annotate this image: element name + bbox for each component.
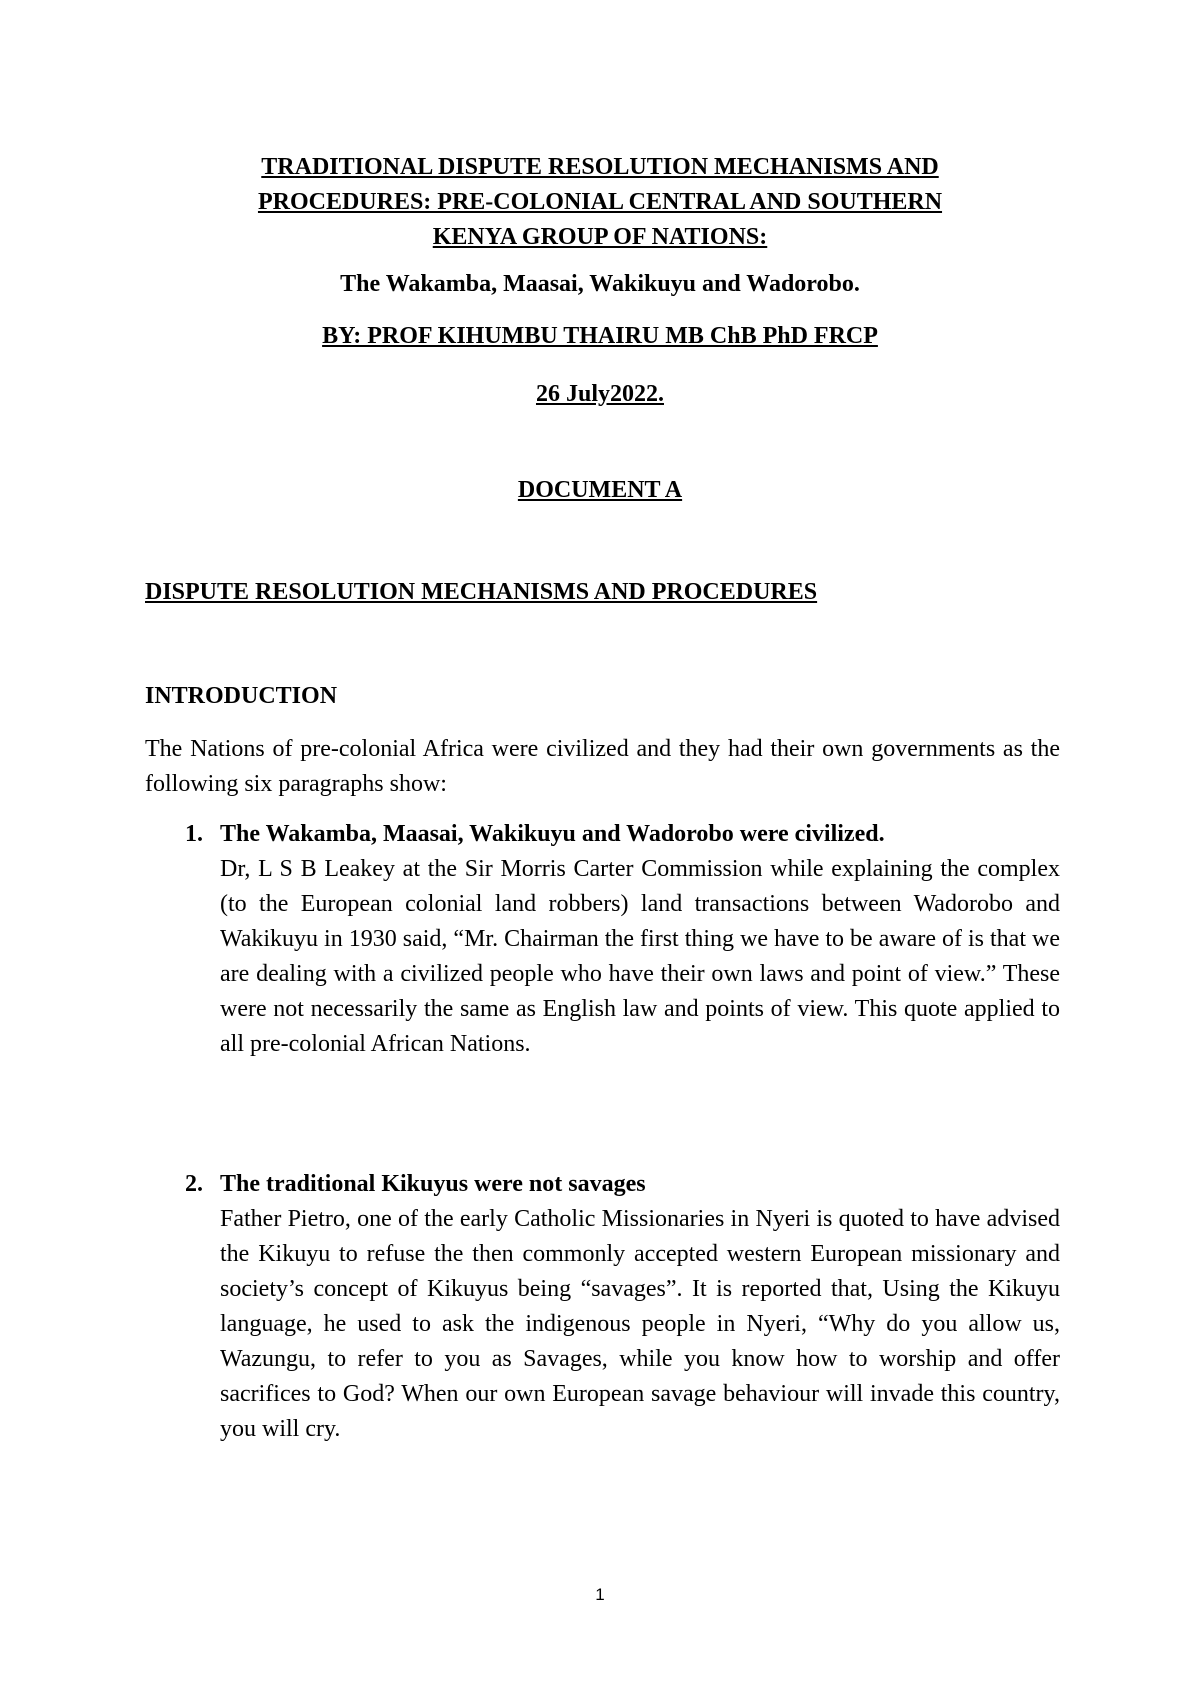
list-item-heading: The Wakamba, Maasai, Wakikuyu and Wadorobo were civilized. xyxy=(220,821,885,847)
list-item-content xyxy=(220,817,1060,1062)
list-item-body: Dr, L S B Leakey at the Sir Morris Carter Commission while explaining the complex (to the European colonial land robbers) land transactions between Wadorobo and Wakikuyu in 1930 said, “Mr. Chairman the first thing we have to be aware of is that we are dealing with a civilized people who have their own laws and point of view.” These were not necessarily the same as English law and points of view. This quote applied to all pre-colonial African Nations. xyxy=(220,856,1060,1057)
document-label: DOCUMENT A xyxy=(517,477,683,503)
title-line: KENYA GROUP OF NATIONS: xyxy=(432,224,768,250)
author-line: BY: PROF KIHUMBU THAIRU MB ChB PhD FRCP xyxy=(322,323,878,349)
introduction-heading: INTRODUCTION xyxy=(145,683,338,709)
list-item-body: Father Pietro, one of the early Catholic Missionaries in Nyeri is quoted to have advised the Kikuyu to refuse the then commonly accepted western European missionary and society’s concept of Kikuyus being “savages”. It is reported that, Using the Kikuyu language, he used to ask the indigenous people in Nyeri, “Why do you allow us, Wazungu, to refer to you as Savages, while you know how to worship and offer sacrifices to God? When our own European savage behaviour will invade this country, you will cry. xyxy=(220,1206,1060,1442)
document-title xyxy=(180,150,1020,255)
title-line: TRADITIONAL DISPUTE RESOLUTION MECHANISMS AND xyxy=(261,154,939,180)
date-line: 26 July2022. xyxy=(535,381,664,407)
list-item-number: 1. xyxy=(185,821,203,847)
document-subtitle: The Wakamba, Maasai, Wakikuyu and Wadorobo. xyxy=(340,271,860,297)
list-item-content xyxy=(220,1167,1060,1447)
list-item-heading: The traditional Kikuyus were not savages xyxy=(220,1171,646,1197)
title-line: PROCEDURES: PRE-COLONIAL CENTRAL AND SOUTHERN xyxy=(257,189,943,215)
section-heading: DISPUTE RESOLUTION MECHANISMS AND PROCEDURES xyxy=(145,579,818,605)
list-item xyxy=(145,817,1060,1062)
introduction-paragraph: The Nations of pre-colonial Africa were civilized and they had their own governments as the following six paragraphs show: xyxy=(145,736,1060,797)
list-item xyxy=(145,1167,1060,1447)
page-number: 1 xyxy=(595,1585,605,1604)
list-item-number: 2. xyxy=(185,1171,203,1197)
